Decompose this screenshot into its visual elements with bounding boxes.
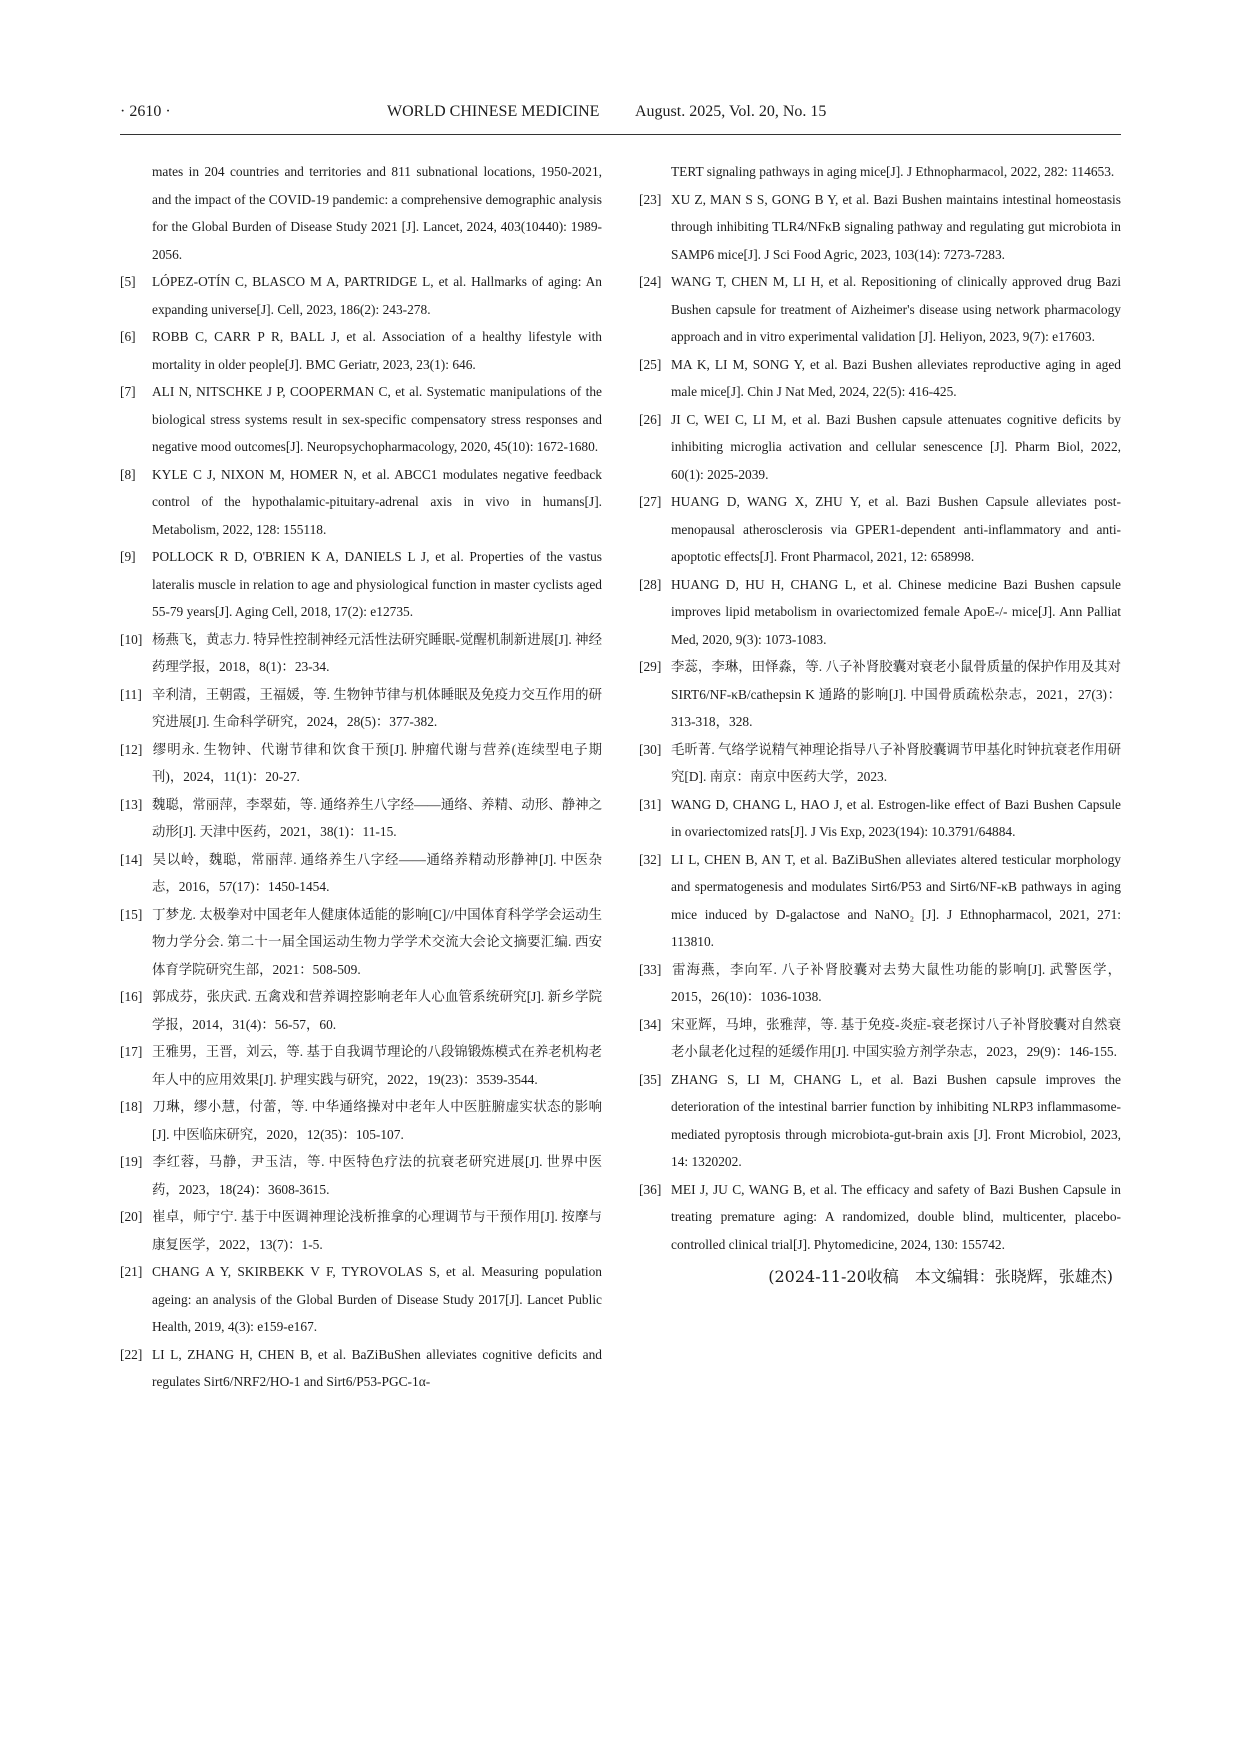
reference-item [120, 323, 602, 378]
reference-number: [10] [120, 631, 143, 647]
reference-item [120, 1203, 602, 1258]
page-number: · 2610 · [120, 103, 171, 120]
reference-number: [11] [120, 686, 142, 702]
reference-text: WANG T, CHEN M, LI H, et al. Repositioning of clinically approved drug Bazi Bushen capsule for treatment of Aizheimer's disease using network pharmacology approach and in vitro experimental validation [J]. Heliyon, 2023, 9(7): e17603. [671, 274, 1121, 344]
reference-text: mates in 204 countries and territories and 811 subnational locations, 1950-2021, and the impact of the COVID-19 pandemic: a comprehensive demographic analysis for the Global Burden of Disease Study 2021 [J]. Lancet, 2024, 403(10440): 1989-2056. [152, 164, 602, 262]
reference-text: 毛昕菁. 气络学说精气神理论指导八子补肾胶囊调节甲基化时钟抗衰老作用研究[D]. 南京：南京中医药大学，2023. [671, 741, 1121, 784]
reference-number: [29] [639, 659, 662, 674]
journal-name: WORLD CHINESE MEDICINE [387, 103, 600, 120]
reference-text: 宋亚辉，马坤，张雅萍，等. 基于免疫-炎症-衰老探讨八子补肾胶囊对自然衰老小鼠老化过程的延缓作用[J]. 中国实验方剂学杂志，2023，29(9)：146-155. [671, 1016, 1121, 1059]
reference-item [120, 268, 602, 323]
reference-item [639, 1176, 1121, 1259]
reference-number: [18] [120, 1099, 143, 1114]
reference-text: 王雅男，王晋，刘云，等. 基于自我调节理论的八段锦锻炼模式在养老机构老年人中的应用效果[J]. 护理实践与研究，2022，19(23)：3539-3544. [152, 1044, 602, 1087]
reference-text: 李红蓉，马静，尹玉洁，等. 中医特色疗法的抗衰老研究进展[J]. 世界中医药，2023，18(24)：3608-3615. [152, 1154, 602, 1197]
reference-number: [25] [639, 356, 662, 372]
reference-number: [5] [120, 274, 136, 289]
reference-item [120, 543, 602, 626]
reference-number: [36] [639, 1181, 662, 1197]
reference-text: MA K, LI M, SONG Y, et al. Bazi Bushen alleviates reproductive aging in aged male mice[J]. Chin J Nat Med, 2024, 22(5): 416-425. [671, 356, 1121, 399]
reference-item [120, 791, 602, 846]
reference-number: [15] [120, 906, 143, 922]
reference-text: 雷海燕，李向军. 八子补肾胶囊对去势大鼠性功能的影响[J]. 武警医学，2015，26(10)：1036-1038. [671, 961, 1121, 1004]
reference-number: [27] [639, 494, 662, 509]
reference-number: [21] [120, 1264, 143, 1279]
reference-item [639, 186, 1121, 269]
running-header [120, 103, 1121, 129]
reference-text: 辛利清，王朝霞，王福媛，等. 生物钟节律与机体睡眠及免疫力交互作用的研究进展[J]. 生命科学研究，2024，28(5)：377-382. [152, 686, 602, 729]
reference-item [639, 268, 1121, 351]
reference-item [639, 158, 1121, 186]
reference-number: [30] [639, 741, 662, 757]
reference-item [639, 791, 1121, 846]
reference-item [639, 1066, 1121, 1176]
reference-text: LI L, CHEN B, AN T, et al. BaZiBuShen alleviates altered testicular morphology and spermatogenesis and modulates Sirt6/P53 and Sirt6/NF-κB pathways in aging mice induced by D-galactose and NaNO₂ [J]. J Ethnopharmacol, 2021, 271: 113810. [671, 851, 1121, 949]
reference-number: [28] [639, 576, 662, 592]
reference-number: [34] [639, 1016, 662, 1032]
reference-item [639, 653, 1121, 736]
reference-item [120, 1258, 602, 1341]
reference-text: CHANG A Y, SKIRBEKK V F, TYROVOLAS S, et al. Measuring population ageing: an analysis of the Global Burden of Disease Study 2017[J]. Lancet Public Health, 2019, 4(3): e159-e167. [152, 1264, 602, 1334]
reference-item [120, 461, 602, 544]
reference-number: [19] [120, 1154, 143, 1169]
reference-text: 崔卓，师宁宁. 基于中医调神理论浅析推拿的心理调节与干预作用[J]. 按摩与康复医学，2022，13(7)：1-5. [152, 1209, 602, 1252]
reference-text: XU Z, MAN S S, GONG B Y, et al. Bazi Bushen maintains intestinal homeostasis through inhibiting TLR4/NFκB signaling pathway and regulating gut microbiota in SAMP6 mice[J]. J Sci Food Agric, 2023, 103(14): 7273-7283. [671, 191, 1121, 262]
reference-number: [8] [120, 466, 136, 482]
reference-item [639, 351, 1121, 406]
reference-text: WANG D, CHANG L, HAO J, et al. Estrogen-like effect of Bazi Bushen Capsule in ovariectomized rats[J]. J Vis Exp, 2023(194): 10.3791/64884. [671, 796, 1121, 839]
reference-text: ZHANG S, LI M, CHANG L, et al. Bazi Bushen capsule improves the deterioration of the intestinal barrier function by inhibiting NLRP3 inflammasome-mediated pyroptosis through microbiota-gut-brain axis [J]. Front Microbiol, 2023, 14: 1320202. [671, 1071, 1121, 1169]
reference-number: [20] [120, 1209, 143, 1224]
reference-item [120, 378, 602, 461]
reference-item [120, 1038, 602, 1093]
reference-text: 魏聪，常丽萍，李翠茹，等. 通络养生八字经——通络、养精、动形、静神之动形[J]. 天津中医药，2021，38(1)：11-15. [152, 796, 602, 839]
reference-item [120, 158, 602, 268]
reference-text: MEI J, JU C, WANG B, et al. The efficacy and safety of Bazi Bushen Capsule in treating premature aging: A randomized, double blind, multicenter, placebo-controlled clinical trial[J]. Phytomedicine, 2024, 130: 155742. [671, 1181, 1121, 1252]
reference-text: LÓPEZ-OTÍN C, BLASCO M A, PARTRIDGE L, et al. Hallmarks of aging: An expanding universe[J]. Cell, 2023, 186(2): 243-278. [152, 274, 602, 317]
reference-item [120, 736, 602, 791]
reference-text: 郭成芬，张庆武. 五禽戏和营养调控影响老年人心血管系统研究[J]. 新乡学院学报，2014，31(4)：56-57，60. [152, 989, 602, 1032]
reference-text: 吴以岭，魏聪，常丽萍. 通络养生八字经——通络养精动形静神[J]. 中医杂志，2016，57(17)：1450-1454. [152, 851, 602, 894]
reference-text: 杨燕飞，黄志力. 特异性控制神经元活性法研究睡眠-觉醒机制新进展[J]. 神经药理学报，2018，8(1)：23-34. [152, 631, 602, 674]
reference-number: [35] [639, 1071, 662, 1087]
reference-column-right [639, 158, 1121, 1292]
reference-text: TERT signaling pathways in aging mice[J]. J Ethnopharmacol, 2022, 282: 114653. [671, 164, 1115, 179]
reference-item [639, 1011, 1121, 1066]
reference-item [120, 901, 602, 984]
reference-text: ALI N, NITSCHKE J P, COOPERMAN C, et al. Systematic manipulations of the biological stress systems result in sex-specific compensatory stress responses and negative mood outcomes[J]. Neuropsychopharmacology, 2020, 45(10): 1672-1680. [152, 384, 602, 454]
reference-number: [26] [639, 411, 662, 427]
reference-item [639, 571, 1121, 654]
reference-number: [7] [120, 384, 136, 399]
reference-number: [13] [120, 796, 143, 812]
reference-number: [31] [639, 796, 662, 812]
reference-column-left [120, 158, 602, 1396]
reference-number: [32] [639, 851, 662, 867]
header-rule [120, 134, 1121, 135]
reference-item [120, 1093, 602, 1148]
reference-text: HUANG D, WANG X, ZHU Y, et al. Bazi Bushen Capsule alleviates post-menopausal atherosclerosis via GPER1-dependent anti-inflammatory and anti-apoptotic effects[J]. Front Pharmacol, 2021, 12: 658998. [671, 494, 1121, 564]
reference-number: [6] [120, 329, 136, 344]
reference-text: HUANG D, HU H, CHANG L, et al. Chinese medicine Bazi Bushen capsule improves lipid metabolism in ovariectomized female ApoE-/- mice[J]. Ann Palliat Med, 2020, 9(3): 1073-1083. [671, 576, 1121, 647]
reference-number: [24] [639, 274, 662, 289]
reference-item [639, 956, 1121, 1011]
reference-number: [14] [120, 851, 143, 867]
reference-item [639, 846, 1121, 956]
reference-text: LI L, ZHANG H, CHEN B, et al. BaZiBuShen alleviates cognitive deficits and regulates Sirt6/NRF2/HO-1 and Sirt6/P53-PGC-1α- [152, 1346, 602, 1389]
reference-text: 李蕊，李琳，田怿淼，等. 八子补肾胶囊对衰老小鼠骨质量的保护作用及其对 SIRT6/NF-κB/cathepsin K 通路的影响[J]. 中国骨质疏松杂志，2021，27(3)：313-318，328. [671, 659, 1121, 729]
reference-item [120, 681, 602, 736]
reference-item [639, 488, 1121, 571]
issue-info: August. 2025, Vol. 20, No. 15 [635, 103, 827, 120]
reference-number: [17] [120, 1044, 143, 1059]
reference-item [639, 736, 1121, 791]
reference-text: 刀琳，缪小慧，付蕾，等. 中华通络操对中老年人中医脏腑虚实状态的影响[J]. 中医临床研究，2020，12(35)：105-107. [152, 1099, 602, 1142]
reference-number: [9] [120, 549, 136, 564]
reference-text: JI C, WEI C, LI M, et al. Bazi Bushen capsule attenuates cognitive deficits by inhibiting microglia activation and cellular senescence [J]. Pharm Biol, 2022, 60(1): 2025-2039. [671, 411, 1121, 482]
reference-number: [23] [639, 191, 662, 207]
reference-text: KYLE C J, NIXON M, HOMER N, et al. ABCC1 modulates negative feedback control of the hypothalamic-pituitary-adrenal axis in vivo in humans[J]. Metabolism, 2022, 128: 155118. [152, 466, 602, 537]
reference-text: 丁梦龙. 太极拳对中国老年人健康体适能的影响[C]//中国体育科学学会运动生物力学分会. 第二十一届全国运动生物力学学术交流大会论文摘要汇编. 西安体育学院研究生部，2021：508-509. [152, 906, 602, 977]
reference-text: 缪明永. 生物钟、代谢节律和饮食干预[J]. 肿瘤代谢与营养(连续型电子期刊)，2024，11(1)：20-27. [152, 741, 602, 784]
reference-list-right [639, 158, 1121, 1258]
reference-item [120, 1341, 602, 1396]
reference-item [120, 846, 602, 901]
reference-number: [12] [120, 741, 143, 757]
reference-item [120, 983, 602, 1038]
reference-text: ROBB C, CARR P R, BALL J, et al. Association of a healthy lifestyle with mortality in older people[J]. BMC Geriatr, 2023, 23(1): 646. [152, 329, 602, 372]
reference-number: [16] [120, 989, 143, 1004]
received-note: (2024-11-20收稿 本文编辑：张晓辉，张雄杰) [768, 1267, 1113, 1286]
reference-number: [22] [120, 1346, 143, 1362]
reference-item [120, 626, 602, 681]
reference-text: POLLOCK R D, O'BRIEN K A, DANIELS L J, et al. Properties of the vastus lateralis muscle in relation to age and physiological function in master cyclists aged 55-79 years[J]. Aging Cell, 2018, 17(2): e12735. [152, 549, 602, 619]
reference-number: [33] [639, 961, 662, 977]
reference-item [120, 1148, 602, 1203]
reference-item [639, 406, 1121, 489]
